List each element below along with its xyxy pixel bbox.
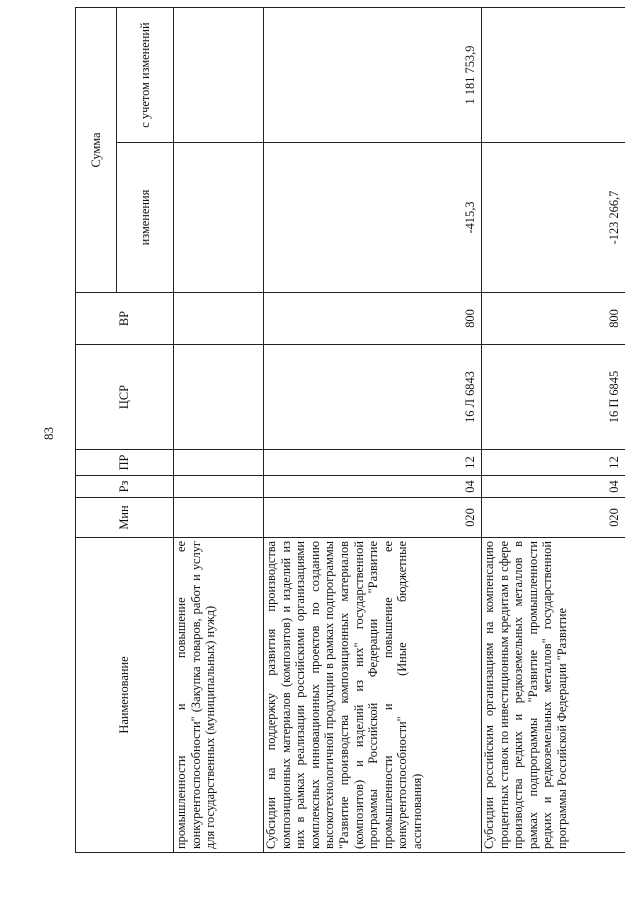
row-pr: 12 — [482, 450, 626, 476]
row-name: Субсидии на поддержку развития производства композиционных материалов (композитов) и изделий из них в рамках реализации российскими организациями комплексных инновационных проектов по созданию высокотехнологичной продукции в рамках подпрограммы "Развитие производства композиционных материалов (композитов) и изделий из них" государственной программы Российской Федерации "Развитие промышленности и повышение ее конкурентоспособности" (Иные бюджетные ассигнования) — [264, 538, 482, 853]
row-rz: 04 — [482, 476, 626, 498]
table-header-row — [76, 8, 117, 853]
row-rz — [174, 476, 264, 498]
row-pr — [174, 450, 264, 476]
row-vr: 800 — [482, 293, 626, 345]
header-csr: ЦСР — [76, 345, 174, 450]
row-total: 1 181 753,9 — [264, 8, 482, 143]
row-name: Субсидии российским организациям на компенсацию процентных ставок по инвестиционным кредитам в сфере производства редких и редкоземельных металлов в рамках подпрограммы "Развитие промышленности редких и редкоземельных металлов" государственной программы Российской Федерации "Развитие — [482, 538, 626, 853]
budget-table — [75, 7, 625, 853]
row-name: промышленности и повышение ее конкурентоспособности" (Закупка товаров, работ и услуг для государственных (муниципальных) нужд) — [174, 538, 264, 853]
budget-table-sheet — [75, 0, 640, 905]
row-min — [174, 498, 264, 538]
row-csr: 16 П 6845 — [482, 345, 626, 450]
header-name: Наименование — [76, 538, 174, 853]
row-min: 020 — [264, 498, 482, 538]
row-total — [174, 8, 264, 143]
header-total: с учетом изменений — [117, 8, 174, 143]
header-sum: Сумма — [76, 8, 117, 293]
page-number-text: 83 — [41, 427, 56, 440]
header-pr: ПР — [76, 450, 174, 476]
header-vr: ВР — [76, 293, 174, 345]
header-change: изменения — [117, 143, 174, 293]
row-vr — [174, 293, 264, 345]
row-vr: 800 — [264, 293, 482, 345]
table-row — [264, 8, 482, 853]
row-change: -123 266,7 — [482, 143, 626, 293]
row-min: 020 — [482, 498, 626, 538]
row-rz: 04 — [264, 476, 482, 498]
row-pr: 12 — [264, 450, 482, 476]
row-total — [482, 8, 626, 143]
row-csr: 16 Л 6843 — [264, 345, 482, 450]
row-change — [174, 143, 264, 293]
header-min: Мин — [76, 498, 174, 538]
row-csr — [174, 345, 264, 450]
table-row — [482, 8, 626, 853]
header-rz: Рз — [76, 476, 174, 498]
row-change: -415,3 — [264, 143, 482, 293]
table-row — [174, 8, 264, 853]
